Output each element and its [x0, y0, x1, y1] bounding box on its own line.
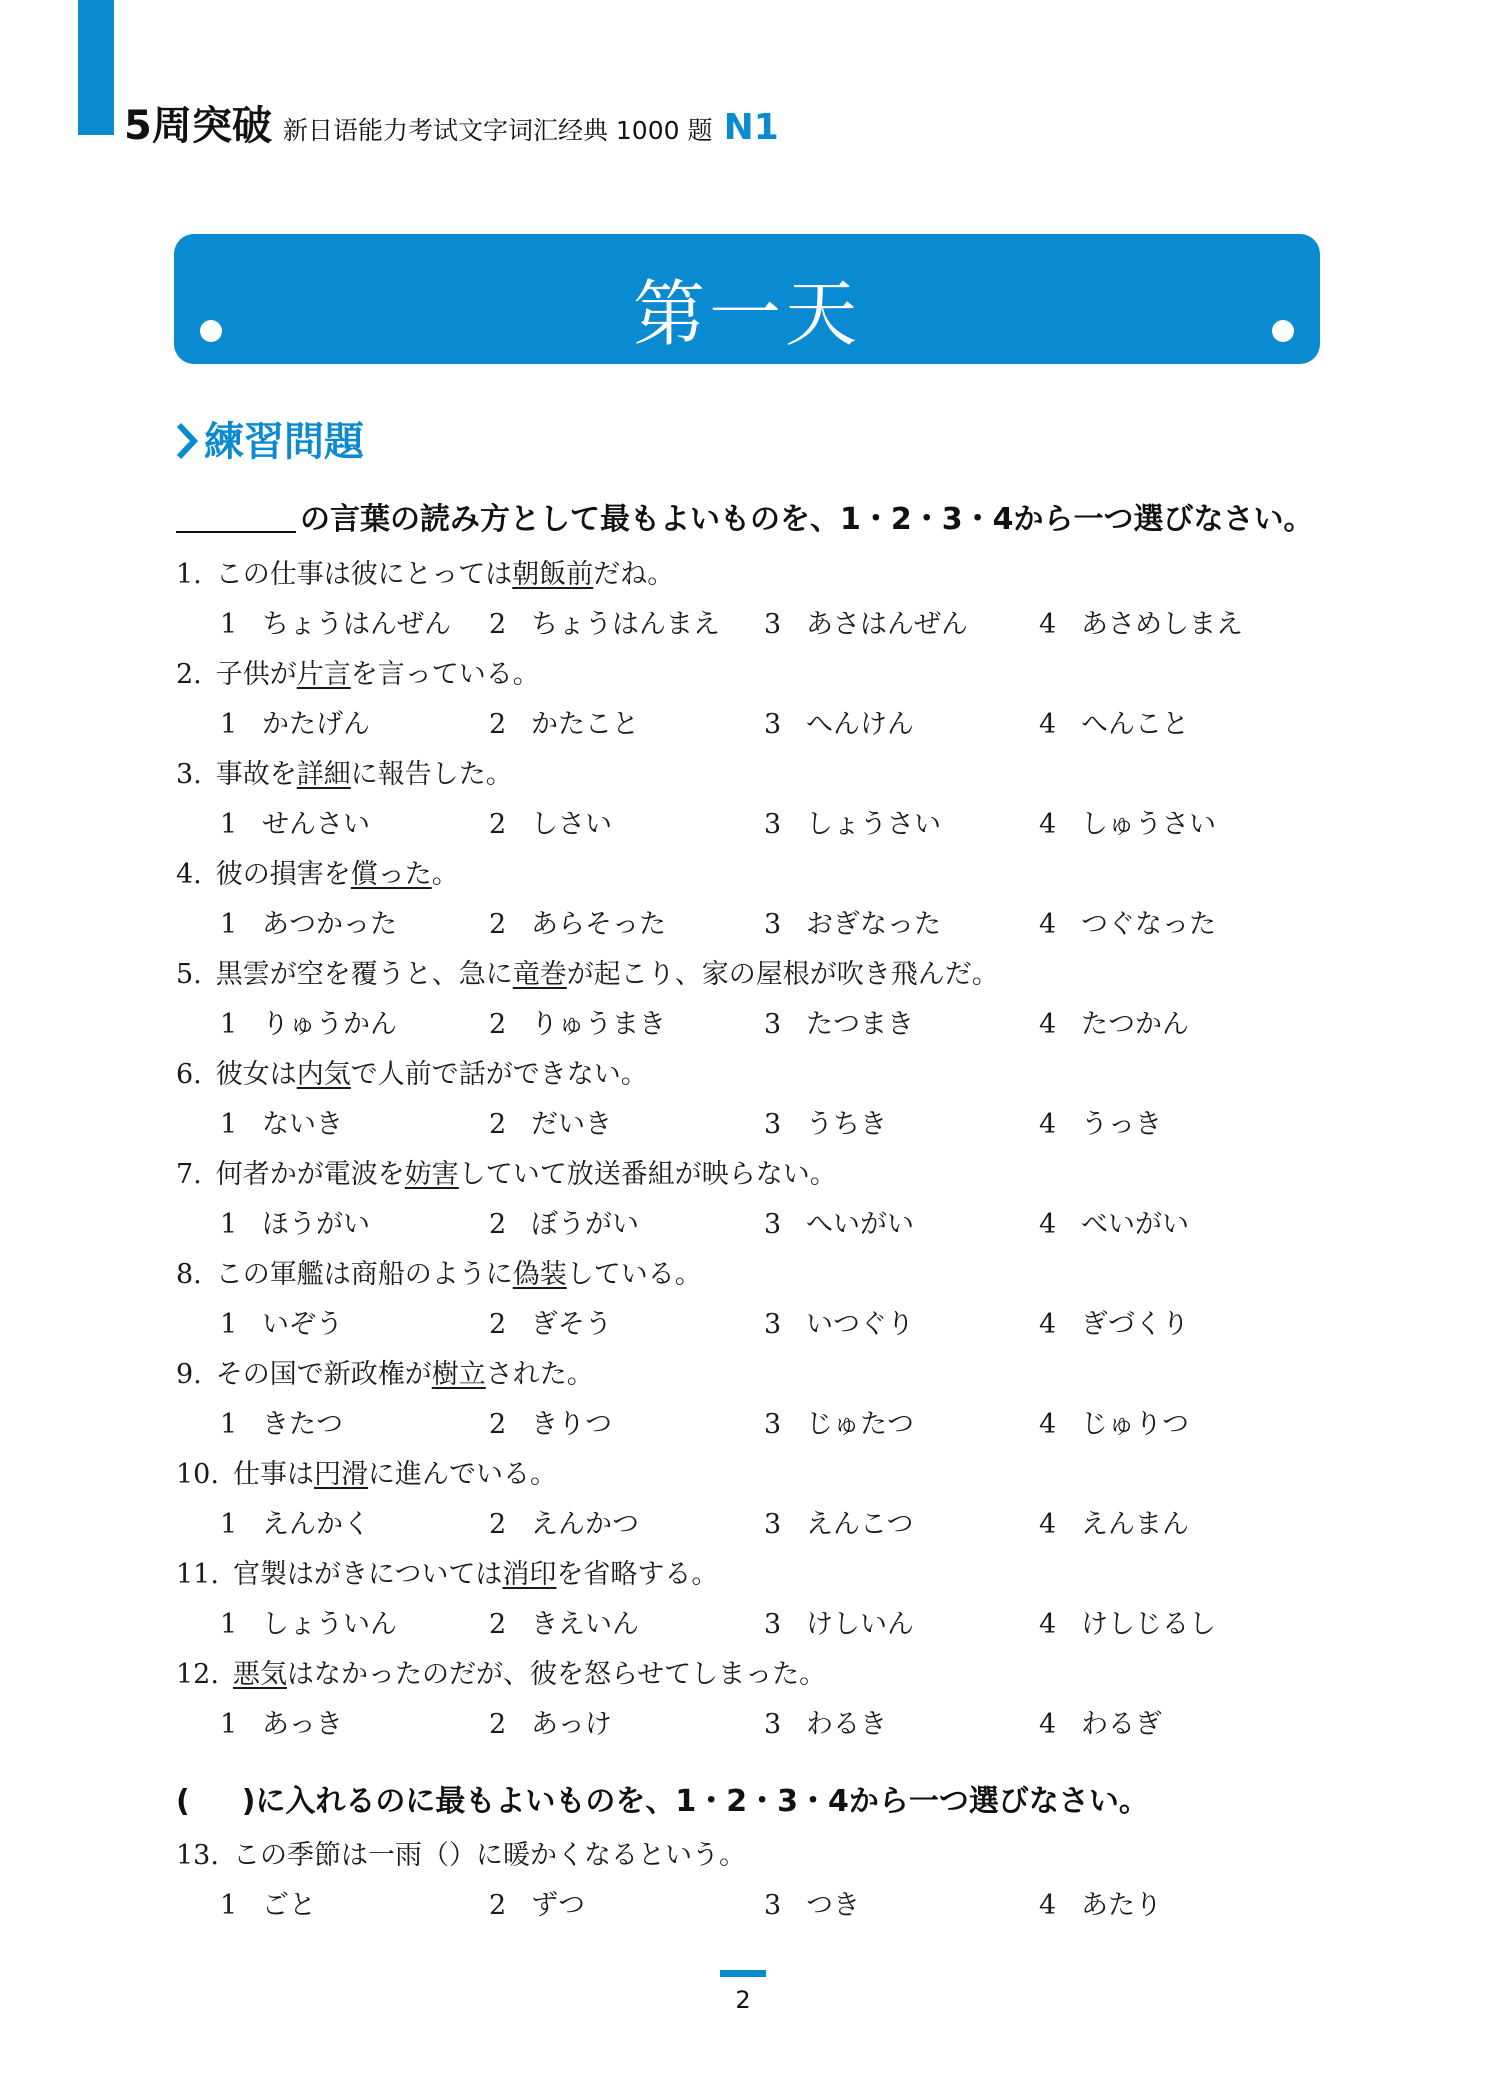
choice-number: 3 [764, 1709, 782, 1740]
choice-option-1 [220, 1884, 316, 1928]
choice-option-2 [489, 1403, 612, 1447]
choice-option-1 [220, 1103, 343, 1147]
paren-open: ( [176, 1784, 190, 1819]
answer-choices [176, 1403, 1336, 1453]
question-target-word: 竜巻 [512, 959, 567, 990]
answer-choices [176, 1884, 1336, 1934]
choice-text: ごと [262, 1890, 316, 1921]
question-target-word: 償った [350, 859, 432, 890]
section-heading-text: 練習問題 [204, 419, 364, 465]
choice-text: かたこと [531, 709, 639, 740]
choice-option-4 [1039, 603, 1243, 647]
choice-number: 1 [220, 1509, 238, 1540]
section-heading [176, 410, 364, 467]
question-target-word: 悪気 [232, 1659, 287, 1690]
choice-text: きたつ [262, 1409, 343, 1440]
question-post: が起こり、家の屋根が吹き飛んだ。 [566, 959, 999, 990]
choice-text: ぼうがい [531, 1209, 639, 1240]
choice-number: 3 [764, 1890, 782, 1921]
choice-option-4 [1039, 803, 1216, 847]
choice-text: へいがい [806, 1209, 914, 1240]
choice-number: 1 [220, 1309, 238, 1340]
choice-text: あさはんぜん [806, 609, 968, 640]
choice-number: 2 [489, 1609, 507, 1640]
question-pre: 何者かが電波を [215, 1159, 405, 1190]
choice-option-4 [1039, 1303, 1189, 1347]
choice-text: ぎそう [531, 1309, 612, 1340]
choice-number: 2 [489, 1409, 507, 1440]
choice-text: うっき [1081, 1109, 1162, 1140]
question-item [176, 1834, 1336, 1934]
choice-text: ないき [262, 1109, 343, 1140]
question-text [176, 553, 1336, 603]
question-item [176, 1653, 1336, 1753]
choice-number: 4 [1039, 1209, 1057, 1240]
choice-option-1 [220, 1603, 397, 1647]
choice-number: 2 [489, 1009, 507, 1040]
choice-option-2 [489, 1603, 639, 1647]
choice-number: 1 [220, 1209, 238, 1240]
choice-text: えんまん [1081, 1509, 1189, 1540]
choice-number: 2 [489, 1509, 507, 1540]
header-accent-bar [78, 0, 114, 135]
question-text [176, 1053, 1336, 1103]
choice-number: 3 [764, 1009, 782, 1040]
choice-option-2 [489, 1003, 666, 1047]
choice-number: 1 [220, 1890, 238, 1921]
question-list [176, 553, 1336, 1753]
choice-option-4 [1039, 1003, 1189, 1047]
blank-underline [176, 503, 296, 533]
question-post: だね。 [593, 559, 675, 590]
choice-number: 4 [1039, 909, 1057, 940]
choice-number: 1 [220, 1609, 238, 1640]
choice-text: けしいん [806, 1609, 914, 1640]
question-number: 8. [176, 1259, 202, 1290]
choice-text: ずつ [531, 1890, 585, 1921]
question-text [176, 1353, 1336, 1403]
choice-number: 2 [489, 1209, 507, 1240]
choice-number: 4 [1039, 1009, 1057, 1040]
question-text [176, 853, 1336, 903]
choice-option-4 [1039, 903, 1216, 947]
choice-number: 2 [489, 1709, 507, 1740]
choice-number: 2 [489, 709, 507, 740]
choice-text: たつかん [1081, 1009, 1189, 1040]
choice-option-3 [764, 1884, 860, 1928]
choice-text: じゅりつ [1081, 1409, 1189, 1440]
choice-number: 1 [220, 809, 238, 840]
choice-number: 1 [220, 1409, 238, 1440]
choice-number: 1 [220, 609, 238, 640]
choice-option-3 [764, 1203, 914, 1247]
question-text [176, 1453, 1336, 1503]
choice-text: いぞう [262, 1309, 343, 1340]
choice-text: おぎなった [806, 909, 941, 940]
level-badge: N1 [723, 107, 779, 148]
choice-text: しゅうさい [1081, 809, 1216, 840]
answer-choices [176, 1003, 1336, 1053]
question-text [176, 1253, 1336, 1303]
choice-option-1 [220, 703, 370, 747]
answer-choices [176, 603, 1336, 653]
choice-option-4 [1039, 1503, 1189, 1547]
question-post: ）に暖かくなるという。 [448, 1840, 746, 1871]
question-number: 1. [176, 559, 202, 590]
question-pre: その国で新政権が [215, 1359, 432, 1390]
question-item [176, 753, 1336, 853]
question-number: 10. [176, 1459, 219, 1490]
question-item [176, 1253, 1336, 1353]
choice-option-4 [1039, 1703, 1162, 1747]
answer-choices [176, 1603, 1336, 1653]
choice-text: わるき [806, 1709, 887, 1740]
answer-choices [176, 1103, 1336, 1153]
question-target-word: 円滑 [313, 1459, 368, 1490]
question-target-word: 消印 [502, 1559, 557, 1590]
question-number: 12. [176, 1659, 219, 1690]
question-pre: この軍艦は商船のように [215, 1259, 513, 1290]
question-text [176, 953, 1336, 1003]
instruction-reading [176, 494, 1314, 538]
choice-text: りゅうかん [262, 1009, 397, 1040]
question-post: はなかったのだが、彼を怒らせてしまった。 [286, 1659, 827, 1690]
choice-number: 2 [489, 609, 507, 640]
choice-text: えんかく [262, 1509, 370, 1540]
choice-option-1 [220, 903, 397, 947]
choice-text: だいき [531, 1109, 612, 1140]
choice-option-3 [764, 1003, 914, 1047]
choice-number: 4 [1039, 1609, 1057, 1640]
choice-number: 3 [764, 1509, 782, 1540]
answer-choices [176, 703, 1336, 753]
choice-option-4 [1039, 1203, 1189, 1247]
choice-option-1 [220, 1303, 343, 1347]
banner-dot-right [1272, 320, 1294, 342]
choice-option-3 [764, 1103, 887, 1147]
question-number: 11. [176, 1559, 219, 1590]
question-pre: この季節は一雨（ [232, 1840, 449, 1871]
day-title: 第一天 [632, 272, 861, 356]
question-number: 13. [176, 1840, 219, 1871]
running-header [124, 94, 779, 151]
choice-option-2 [489, 1103, 612, 1147]
question-pre: 黒雲が空を覆うと、急に [215, 959, 513, 990]
choice-text: あさめしまえ [1081, 609, 1243, 640]
choice-text: ちょうはんまえ [531, 609, 720, 640]
choice-text: きりつ [531, 1409, 612, 1440]
choice-number: 3 [764, 809, 782, 840]
chevron-right-icon [176, 421, 198, 461]
choice-number: 3 [764, 1209, 782, 1240]
choice-option-3 [764, 1403, 914, 1447]
choice-text: いつぐり [806, 1309, 914, 1340]
choice-text: ちょうはんぜん [262, 609, 451, 640]
choice-option-2 [489, 803, 612, 847]
question-number: 5. [176, 959, 202, 990]
page-number-mark [720, 1970, 766, 1977]
question-list-fill [176, 1834, 1336, 1934]
question-pre: 仕事は [232, 1459, 314, 1490]
choice-number: 1 [220, 1709, 238, 1740]
choice-option-1 [220, 803, 370, 847]
question-target-word: 樹立 [431, 1359, 486, 1390]
question-text [176, 653, 1336, 703]
question-post: された。 [485, 1359, 594, 1390]
question-number: 9. [176, 1359, 202, 1390]
question-item [176, 1053, 1336, 1153]
choice-text: ぎづくり [1081, 1309, 1189, 1340]
choice-text: つぐなった [1081, 909, 1216, 940]
choice-text: しさい [531, 809, 612, 840]
choice-number: 3 [764, 1409, 782, 1440]
choice-option-4 [1039, 1603, 1216, 1647]
choice-option-2 [489, 903, 666, 947]
question-target-word: 内気 [296, 1059, 351, 1090]
choice-text: えんこつ [806, 1509, 914, 1540]
question-post: 。 [431, 859, 459, 890]
question-pre: 彼の損害を [215, 859, 351, 890]
choice-option-1 [220, 1003, 397, 1047]
choice-text: うちき [806, 1109, 887, 1140]
choice-number: 4 [1039, 809, 1057, 840]
question-target-word: 詳細 [296, 759, 351, 790]
question-item [176, 1153, 1336, 1253]
choice-number: 1 [220, 709, 238, 740]
question-number: 3. [176, 759, 202, 790]
choice-number: 4 [1039, 1309, 1057, 1340]
question-text [176, 753, 1336, 803]
choice-number: 3 [764, 609, 782, 640]
choice-text: たつまき [806, 1009, 914, 1040]
question-target-word: 偽装 [512, 1259, 567, 1290]
question-target-word: 妨害 [404, 1159, 459, 1190]
choice-option-4 [1039, 1884, 1162, 1928]
answer-choices [176, 1303, 1336, 1353]
answer-choices [176, 1203, 1336, 1253]
question-post: している。 [566, 1259, 702, 1290]
choice-text: かたげん [262, 709, 370, 740]
choice-option-2 [489, 1303, 612, 1347]
choice-number: 1 [220, 1009, 238, 1040]
question-item [176, 953, 1336, 1053]
question-post: していて放送番組が映らない。 [458, 1159, 837, 1190]
choice-text: ほうがい [262, 1209, 370, 1240]
choice-text: しょうさい [806, 809, 941, 840]
choice-option-3 [764, 603, 968, 647]
answer-choices [176, 1503, 1336, 1553]
choice-option-2 [489, 703, 639, 747]
choice-option-3 [764, 903, 941, 947]
choice-number: 2 [489, 909, 507, 940]
choice-option-2 [489, 1203, 639, 1247]
choice-number: 4 [1039, 709, 1057, 740]
choice-option-4 [1039, 703, 1189, 747]
question-item [176, 853, 1336, 953]
question-post: に報告した。 [350, 759, 513, 790]
question-post: を省略する。 [556, 1559, 719, 1590]
choice-option-3 [764, 1303, 914, 1347]
choice-option-3 [764, 1603, 914, 1647]
instruction-reading-text: の言葉の読み方として最もよいものを、1・2・3・4から一つ選びなさい。 [300, 502, 1314, 537]
choice-text: あっけ [531, 1709, 612, 1740]
question-number: 2. [176, 659, 202, 690]
choice-number: 4 [1039, 1890, 1057, 1921]
choice-number: 4 [1039, 1509, 1057, 1540]
choice-number: 3 [764, 909, 782, 940]
choice-text: へんこと [1081, 709, 1189, 740]
choice-option-2 [489, 1703, 612, 1747]
choice-text: へんけん [806, 709, 914, 740]
choice-option-2 [489, 603, 720, 647]
question-number: 7. [176, 1159, 202, 1190]
instruction-fill-text: に入れるのに最もよいものを、1・2・3・4から一つ選びなさい。 [255, 1784, 1149, 1819]
choice-text: けしじるし [1081, 1609, 1216, 1640]
question-item [176, 1553, 1336, 1653]
choice-option-3 [764, 1703, 887, 1747]
question-item [176, 1353, 1336, 1453]
question-pre: 子供が [215, 659, 297, 690]
choice-number: 4 [1039, 1709, 1057, 1740]
choice-option-4 [1039, 1403, 1189, 1447]
choice-text: つき [806, 1890, 860, 1921]
choice-text: あたり [1081, 1890, 1162, 1921]
choice-number: 4 [1039, 1109, 1057, 1140]
question-target-word: 朝飯前 [512, 559, 594, 590]
choice-option-3 [764, 703, 914, 747]
question-text [176, 1553, 1336, 1603]
choice-text: せんさい [262, 809, 370, 840]
question-post: を言っている。 [350, 659, 540, 690]
question-text [176, 1834, 1336, 1884]
choice-text: あつかった [262, 909, 397, 940]
question-text [176, 1653, 1336, 1703]
question-post: で人前で話ができない。 [350, 1059, 648, 1090]
choice-text: しょういん [262, 1609, 397, 1640]
question-text [176, 1153, 1336, 1203]
choice-text: りゅうまき [531, 1009, 666, 1040]
question-pre: この仕事は彼にとっては [215, 559, 513, 590]
choice-number: 4 [1039, 609, 1057, 640]
choice-number: 2 [489, 1309, 507, 1340]
question-number: 6. [176, 1059, 202, 1090]
choice-text: わるぎ [1081, 1709, 1162, 1740]
choice-option-1 [220, 1403, 343, 1447]
choice-option-1 [220, 1503, 370, 1547]
page-number: 2 [735, 1986, 751, 2014]
question-item [176, 653, 1336, 753]
answer-choices [176, 903, 1336, 953]
choice-number: 4 [1039, 1409, 1057, 1440]
choice-number: 1 [220, 909, 238, 940]
choice-option-1 [220, 1203, 370, 1247]
choice-text: じゅたつ [806, 1409, 914, 1440]
instruction-fill [176, 1776, 1149, 1820]
choice-text: あらそった [531, 909, 666, 940]
choice-number: 2 [489, 1109, 507, 1140]
choice-number: 3 [764, 709, 782, 740]
choice-option-2 [489, 1503, 639, 1547]
choice-number: 3 [764, 1309, 782, 1340]
choice-text: きえいん [531, 1609, 639, 1640]
book-subtitle: 新日语能力考试文字词汇经典 1000 题 [282, 116, 713, 145]
choice-option-4 [1039, 1103, 1162, 1147]
question-number: 4. [176, 859, 202, 890]
question-pre: 事故を [215, 759, 297, 790]
choice-number: 2 [489, 1890, 507, 1921]
book-brand: 5周突破 [124, 103, 272, 149]
choice-option-1 [220, 603, 451, 647]
choice-number: 1 [220, 1109, 238, 1140]
paren-close: ) [241, 1784, 256, 1819]
question-post: に進んでいる。 [367, 1459, 557, 1490]
question-item [176, 1453, 1336, 1553]
choice-option-2 [489, 1884, 585, 1928]
choice-number: 2 [489, 809, 507, 840]
choice-number: 3 [764, 1109, 782, 1140]
choice-option-3 [764, 803, 941, 847]
question-pre: 彼女は [215, 1059, 297, 1090]
choice-option-1 [220, 1703, 343, 1747]
choice-text: えんかつ [531, 1509, 639, 1540]
answer-choices [176, 1703, 1336, 1753]
choice-option-3 [764, 1503, 913, 1547]
question-item [176, 553, 1336, 653]
answer-choices [176, 803, 1336, 853]
choice-number: 3 [764, 1609, 782, 1640]
choice-text: あっき [262, 1709, 343, 1740]
choice-text: べいがい [1081, 1209, 1189, 1240]
day-banner [174, 234, 1320, 364]
question-target-word: 片言 [296, 659, 351, 690]
question-pre: 官製はがきについては [232, 1559, 503, 1590]
